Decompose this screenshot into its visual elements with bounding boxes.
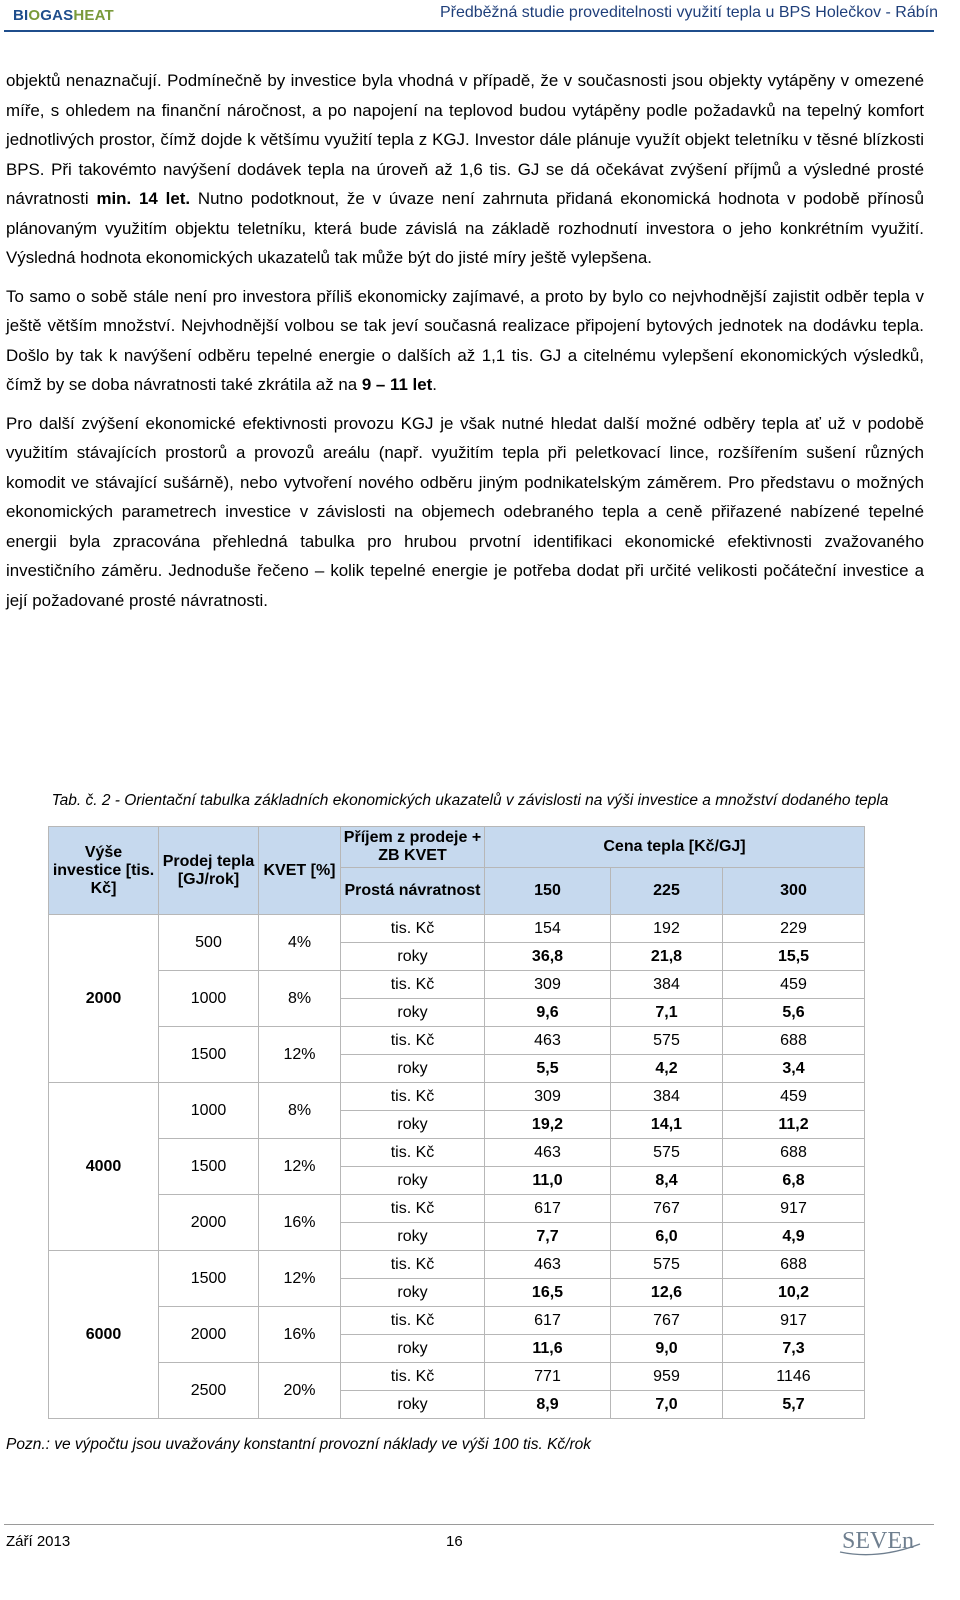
paragraph-3: Pro další zvýšení ekonomické efektivnosti provozu KGJ je však nutné hledat další možné odběry tepla ať už v podobě využitím stávajících prostorů a provozů areálu (např. využitím tepla při peletkovací lince, rozšířením sušení různých komodit ve stávající sušárně), nebo vytvoření nového odběru jiným podnikatelským záměrem. Pro představu o možných ekonomických parametrech investice v závislosti na objemech odebraného tepla a ceně přiřazené nabízené tepelné energii byla zpracována přehledná tabulka pro hrubou prvotní identifikaci ekonomické efektivnosti zvažovaného investičního záměru. Jednoduše řečeno – kolik tepelné energie je potřeba dodat při určité velikosti počáteční investice a její požadované prosté návratnosti. <box>6 413 924 610</box>
kvet-cell: 20% <box>259 1363 341 1419</box>
income-value-cell: 1146 <box>723 1363 865 1391</box>
payback-value-cell: 19,2 <box>485 1111 611 1139</box>
income-value-cell: 575 <box>611 1027 723 1055</box>
income-value-cell: 463 <box>485 1139 611 1167</box>
table-row <box>49 971 865 999</box>
income-value-cell: 463 <box>485 1027 611 1055</box>
payback-value-cell: 5,7 <box>723 1391 865 1419</box>
income-value-cell: 767 <box>611 1195 723 1223</box>
kvet-cell: 8% <box>259 1083 341 1139</box>
header-investment: Výše investice [tis. Kč] <box>49 827 159 915</box>
table-row <box>49 1027 865 1055</box>
header-payback: Prostá návratnost <box>341 868 485 915</box>
economic-indicators-table <box>48 826 865 1419</box>
unit-payback-cell: roky <box>341 1111 485 1139</box>
table-row <box>49 1139 865 1167</box>
income-value-cell: 459 <box>723 1083 865 1111</box>
kvet-cell: 16% <box>259 1195 341 1251</box>
footer-divider <box>4 1524 934 1525</box>
payback-value-cell: 4,9 <box>723 1223 865 1251</box>
seven-logo <box>838 1522 922 1558</box>
payback-value-cell: 10,2 <box>723 1279 865 1307</box>
kvet-cell: 12% <box>259 1251 341 1307</box>
income-value-cell: 309 <box>485 1083 611 1111</box>
paragraph-2: To samo o sobě stále není pro investora příliš ekonomicky zajímavé, a proto by bylo co nejvhodnější zajistit odběr tepla v ještě větším množství. Nejvhodnější volbou se tak jeví současná realizace připojení bytových jednotek na dodávku tepla. Došlo by tak k navýšení odběru tepelné energie o dalších až 1,1 tis. GJ a citelnému vylepšení ekonomických výsledků, čímž by se doba návratnosti také zkrátila až na 9 – 11 let. <box>6 286 924 394</box>
heat-sales-cell: 1000 <box>159 971 259 1027</box>
income-value-cell: 917 <box>723 1307 865 1335</box>
unit-payback-cell: roky <box>341 999 485 1027</box>
payback-value-cell: 7,7 <box>485 1223 611 1251</box>
unit-payback-cell: roky <box>341 1279 485 1307</box>
investment-cell: 6000 <box>49 1251 159 1419</box>
unit-payback-cell: roky <box>341 1167 485 1195</box>
income-value-cell: 575 <box>611 1139 723 1167</box>
page-header <box>0 0 960 34</box>
payback-value-cell: 3,4 <box>723 1055 865 1083</box>
document-title: Předběžná studie proveditelnosti využití tepla u BPS Holečkov - Rábín <box>439 4 938 21</box>
payback-value-cell: 6,0 <box>611 1223 723 1251</box>
heat-sales-cell: 1500 <box>159 1251 259 1307</box>
payback-value-cell: 7,3 <box>723 1335 865 1363</box>
unit-income-cell: tis. Kč <box>341 1251 485 1279</box>
heat-sales-cell: 2500 <box>159 1363 259 1419</box>
table-caption: Tab. č. 2 - Orientační tabulka základních ekonomických ukazatelů v závislosti na výši investice a množství dodaného tepla <box>51 792 889 809</box>
payback-value-cell: 11,6 <box>485 1335 611 1363</box>
payback-value-cell: 21,8 <box>611 943 723 971</box>
leaf-o-icon: O <box>28 7 41 24</box>
table-body <box>49 915 865 1419</box>
income-value-cell: 688 <box>723 1027 865 1055</box>
payback-value-cell: 5,6 <box>723 999 865 1027</box>
income-value-cell: 688 <box>723 1139 865 1167</box>
header-heat-sales: Prodej tepla [GJ/rok] <box>159 827 259 915</box>
table-row <box>49 915 865 943</box>
payback-value-cell: 4,2 <box>611 1055 723 1083</box>
unit-payback-cell: roky <box>341 1391 485 1419</box>
payback-value-cell: 8,9 <box>485 1391 611 1419</box>
payback-value-cell: 15,5 <box>723 943 865 971</box>
body-text <box>6 66 924 624</box>
heat-sales-cell: 1500 <box>159 1027 259 1083</box>
unit-income-cell: tis. Kč <box>341 1139 485 1167</box>
payback-value-cell: 36,8 <box>485 943 611 971</box>
header-heat-price: Cena tepla [Kč/GJ] <box>485 827 865 868</box>
header-divider <box>4 30 934 32</box>
investment-cell: 4000 <box>49 1083 159 1251</box>
payback-value-cell: 14,1 <box>611 1111 723 1139</box>
table-note: Pozn.: ve výpočtu jsou uvažovány konstantní provozní náklady ve výši 100 tis. Kč/rok <box>6 1436 591 1453</box>
payback-value-cell: 16,5 <box>485 1279 611 1307</box>
header-kvet: KVET [%] <box>259 827 341 915</box>
heat-sales-cell: 1000 <box>159 1083 259 1139</box>
payback-value-cell: 9,0 <box>611 1335 723 1363</box>
income-value-cell: 688 <box>723 1251 865 1279</box>
income-value-cell: 767 <box>611 1307 723 1335</box>
footer-date: Září 2013 <box>6 1533 71 1550</box>
table-row <box>49 1251 865 1279</box>
unit-payback-cell: roky <box>341 1223 485 1251</box>
income-value-cell: 575 <box>611 1251 723 1279</box>
payback-value-cell: 5,5 <box>485 1055 611 1083</box>
income-value-cell: 917 <box>723 1195 865 1223</box>
heat-sales-cell: 500 <box>159 915 259 971</box>
kvet-cell: 12% <box>259 1027 341 1083</box>
payback-value-cell: 11,2 <box>723 1111 865 1139</box>
kvet-cell: 16% <box>259 1307 341 1363</box>
income-value-cell: 384 <box>611 1083 723 1111</box>
unit-income-cell: tis. Kč <box>341 1195 485 1223</box>
income-value-cell: 309 <box>485 971 611 999</box>
income-value-cell: 617 <box>485 1195 611 1223</box>
income-value-cell: 617 <box>485 1307 611 1335</box>
payback-value-cell: 7,1 <box>611 999 723 1027</box>
payback-value-cell: 7,0 <box>611 1391 723 1419</box>
income-value-cell: 384 <box>611 971 723 999</box>
unit-income-cell: tis. Kč <box>341 1363 485 1391</box>
payback-value-cell: 6,8 <box>723 1167 865 1195</box>
kvet-cell: 4% <box>259 915 341 971</box>
income-value-cell: 463 <box>485 1251 611 1279</box>
header-price-150: 150 <box>485 868 611 915</box>
income-value-cell: 959 <box>611 1363 723 1391</box>
income-value-cell: 771 <box>485 1363 611 1391</box>
payback-value-cell: 8,4 <box>611 1167 723 1195</box>
payback-value-cell: 9,6 <box>485 999 611 1027</box>
unit-income-cell: tis. Kč <box>341 1307 485 1335</box>
unit-payback-cell: roky <box>341 943 485 971</box>
table-row <box>49 1307 865 1335</box>
heat-sales-cell: 1500 <box>159 1139 259 1195</box>
unit-income-cell: tis. Kč <box>341 915 485 943</box>
payback-value-cell: 11,0 <box>485 1167 611 1195</box>
income-value-cell: 154 <box>485 915 611 943</box>
table-row <box>49 1195 865 1223</box>
header-price-225: 225 <box>611 868 723 915</box>
page-number: 16 <box>446 1533 463 1550</box>
heat-sales-cell: 2000 <box>159 1195 259 1251</box>
header-income: Příjem z prodeje + ZB KVET <box>341 827 485 868</box>
unit-income-cell: tis. Kč <box>341 1027 485 1055</box>
income-value-cell: 229 <box>723 915 865 943</box>
unit-income-cell: tis. Kč <box>341 1083 485 1111</box>
biogasheat-logo: BIOGASHEAT <box>13 7 114 24</box>
income-value-cell: 459 <box>723 971 865 999</box>
income-value-cell: 192 <box>611 915 723 943</box>
table-row <box>49 1083 865 1111</box>
kvet-cell: 8% <box>259 971 341 1027</box>
unit-income-cell: tis. Kč <box>341 971 485 999</box>
heat-sales-cell: 2000 <box>159 1307 259 1363</box>
paragraph-1: objektů nenaznačují. Podmínečně by investice byla vhodná v případě, že v současnosti jsou objekty vytápěny v omezené míře, s ohledem na finanční náročnost, a po napojení na teplovod budou vytápěny podle požadavků na tepelný komfort jednotlivých prostor, čímž dojde k většímu využití tepla z KGJ. Investor dále plánuje využít objekt teletníku v těsné blízkosti BPS. Při takovémto navýšení dodávek tepla na úroveň až 1,6 tis. GJ se dá očekávat zvýšení příjmů a výsledné prosté návratnosti min. 14 let. Nutno podotknout, že v úvaze není zahrnuta přidaná ekonomická hodnota v podobě přínosů plánovaným využitím objektu teletníku, která bude závislá na základě rozhodnutí investora o jeho konkrétním využití. Výsledná hodnota ekonomických ukazatelů tak může být do jisté míry ještě vylepšena. <box>6 71 924 267</box>
unit-payback-cell: roky <box>341 1055 485 1083</box>
seven-logo-text: SEVEn <box>842 1528 914 1554</box>
table-row <box>49 1363 865 1391</box>
kvet-cell: 12% <box>259 1139 341 1195</box>
payback-value-cell: 12,6 <box>611 1279 723 1307</box>
investment-cell: 2000 <box>49 915 159 1083</box>
unit-payback-cell: roky <box>341 1335 485 1363</box>
header-price-300: 300 <box>723 868 865 915</box>
